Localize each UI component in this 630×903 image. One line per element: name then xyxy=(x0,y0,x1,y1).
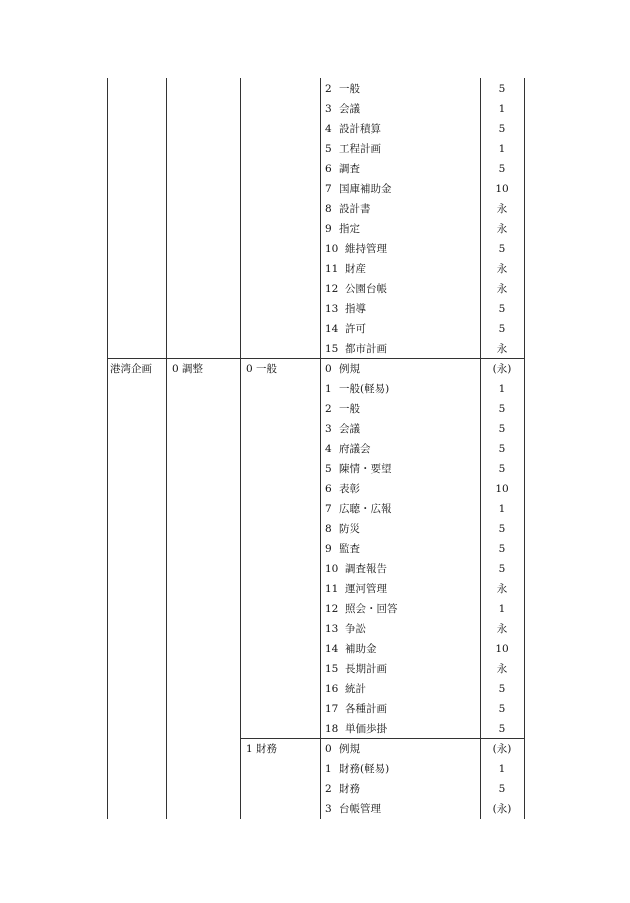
item-name: 設計積算 xyxy=(339,123,381,135)
item-name: 公園台帳 xyxy=(345,283,387,295)
item-name: 照会・回答 xyxy=(345,603,398,615)
item-name: 統計 xyxy=(345,683,366,695)
item-name: 補助金 xyxy=(345,643,377,655)
item-name: 運河管理 xyxy=(345,583,387,595)
item-name: 会議 xyxy=(339,103,360,115)
group-separator-harbor xyxy=(107,358,525,359)
retention-period: 5 xyxy=(498,303,506,315)
item-name: 各種計画 xyxy=(345,703,387,715)
item-name: 例規 xyxy=(339,363,360,375)
retention-period: 永 xyxy=(496,283,508,295)
retention-period: (永) xyxy=(492,803,512,815)
table-border-right xyxy=(524,78,525,819)
retention-period: 10 xyxy=(495,483,509,495)
item-name: 工程計画 xyxy=(339,143,381,155)
item-name: 例規 xyxy=(339,743,360,755)
item-name: 指導 xyxy=(345,303,366,315)
item-number: 5 xyxy=(325,143,332,155)
item-number: 6 xyxy=(325,163,332,175)
item-number: 5 xyxy=(325,463,332,475)
retention-period: 5 xyxy=(498,443,506,455)
item-name: 一般(軽易) xyxy=(339,383,390,395)
retention-period: (永) xyxy=(492,363,512,375)
major-cell: 0 一般 xyxy=(246,363,278,375)
dept-cell: 港湾企画 xyxy=(110,363,152,375)
item-number: 3 xyxy=(325,103,332,115)
retention-period: 1 xyxy=(498,603,506,615)
retention-period: 1 xyxy=(498,763,506,775)
section-cell: 0 調整 xyxy=(172,363,204,375)
item-number: 16 xyxy=(325,683,339,695)
item-number: 8 xyxy=(325,523,332,535)
retention-period: (永) xyxy=(492,743,512,755)
item-number: 10 xyxy=(325,563,339,575)
item-name: 都市計画 xyxy=(345,343,387,355)
item-number: 0 xyxy=(325,363,332,375)
item-number: 17 xyxy=(325,703,339,715)
item-number: 2 xyxy=(325,83,332,95)
retention-period: 5 xyxy=(498,683,506,695)
item-name: 国庫補助金 xyxy=(339,183,392,195)
item-name: 台帳管理 xyxy=(339,803,381,815)
item-name: 監査 xyxy=(339,543,360,555)
item-number: 12 xyxy=(325,283,339,295)
item-number: 4 xyxy=(325,443,332,455)
retention-period: 10 xyxy=(495,643,509,655)
item-number: 8 xyxy=(325,203,332,215)
item-name: 府議会 xyxy=(339,443,371,455)
retention-period: 永 xyxy=(496,583,508,595)
retention-period: 10 xyxy=(495,183,509,195)
item-name: 会議 xyxy=(339,423,360,435)
item-name: 一般 xyxy=(339,83,360,95)
item-number: 3 xyxy=(325,803,332,815)
retention-period: 5 xyxy=(498,463,506,475)
item-number: 14 xyxy=(325,323,339,335)
item-name: 一般 xyxy=(339,403,360,415)
column-divider-section xyxy=(240,78,241,819)
retention-period: 1 xyxy=(498,103,506,115)
item-number: 7 xyxy=(325,183,332,195)
item-name: 財務 xyxy=(339,783,360,795)
item-name: 表彰 xyxy=(339,483,360,495)
retention-period: 5 xyxy=(498,323,506,335)
retention-period: 5 xyxy=(498,243,506,255)
retention-period: 永 xyxy=(496,343,508,355)
item-number: 11 xyxy=(325,263,339,275)
item-name: 単価歩掛 xyxy=(345,723,387,735)
retention-period: 1 xyxy=(498,503,506,515)
item-number: 15 xyxy=(325,663,339,675)
retention-period: 1 xyxy=(498,383,506,395)
item-number: 9 xyxy=(325,223,332,235)
retention-period: 5 xyxy=(498,163,506,175)
major-cell: 1 財務 xyxy=(246,743,278,755)
item-number: 13 xyxy=(325,303,339,315)
item-number: 14 xyxy=(325,643,339,655)
column-divider-dept xyxy=(166,78,167,819)
item-name: 防災 xyxy=(339,523,360,535)
item-number: 2 xyxy=(325,403,332,415)
retention-period: 5 xyxy=(498,723,506,735)
retention-period: 5 xyxy=(498,703,506,715)
item-number: 10 xyxy=(325,243,339,255)
retention-period: 5 xyxy=(498,563,506,575)
item-number: 6 xyxy=(325,483,332,495)
item-number: 12 xyxy=(325,603,339,615)
retention-period: 5 xyxy=(498,423,506,435)
item-number: 1 xyxy=(325,383,332,395)
item-name: 指定 xyxy=(339,223,360,235)
retention-period: 永 xyxy=(496,203,508,215)
item-name: 広聴・広報 xyxy=(339,503,392,515)
item-number: 7 xyxy=(325,503,332,515)
retention-period: 5 xyxy=(498,403,506,415)
item-number: 4 xyxy=(325,123,332,135)
item-name: 陳情・要望 xyxy=(339,463,392,475)
table-border-left xyxy=(107,78,108,819)
item-name: 設計書 xyxy=(339,203,371,215)
item-name: 調査 xyxy=(339,163,360,175)
retention-period: 1 xyxy=(498,143,506,155)
item-name: 争訟 xyxy=(345,623,366,635)
item-number: 9 xyxy=(325,543,332,555)
item-name: 維持管理 xyxy=(345,243,387,255)
column-divider-major xyxy=(320,78,321,819)
item-name: 長期計画 xyxy=(345,663,387,675)
retention-period: 永 xyxy=(496,223,508,235)
retention-period: 5 xyxy=(498,523,506,535)
item-number: 11 xyxy=(325,583,339,595)
item-name: 許可 xyxy=(345,323,366,335)
item-number: 18 xyxy=(325,723,339,735)
item-number: 3 xyxy=(325,423,332,435)
retention-period: 永 xyxy=(496,663,508,675)
item-number: 2 xyxy=(325,783,332,795)
item-number: 1 xyxy=(325,763,332,775)
retention-period: 5 xyxy=(498,783,506,795)
retention-period: 永 xyxy=(496,623,508,635)
retention-period: 5 xyxy=(498,83,506,95)
retention-period: 5 xyxy=(498,123,506,135)
item-number: 13 xyxy=(325,623,339,635)
item-number: 0 xyxy=(325,743,332,755)
item-name: 財産 xyxy=(345,263,366,275)
item-number: 15 xyxy=(325,343,339,355)
retention-period: 永 xyxy=(496,263,508,275)
item-name: 財務(軽易) xyxy=(339,763,390,775)
retention-period: 5 xyxy=(498,543,506,555)
item-name: 調査報告 xyxy=(345,563,387,575)
